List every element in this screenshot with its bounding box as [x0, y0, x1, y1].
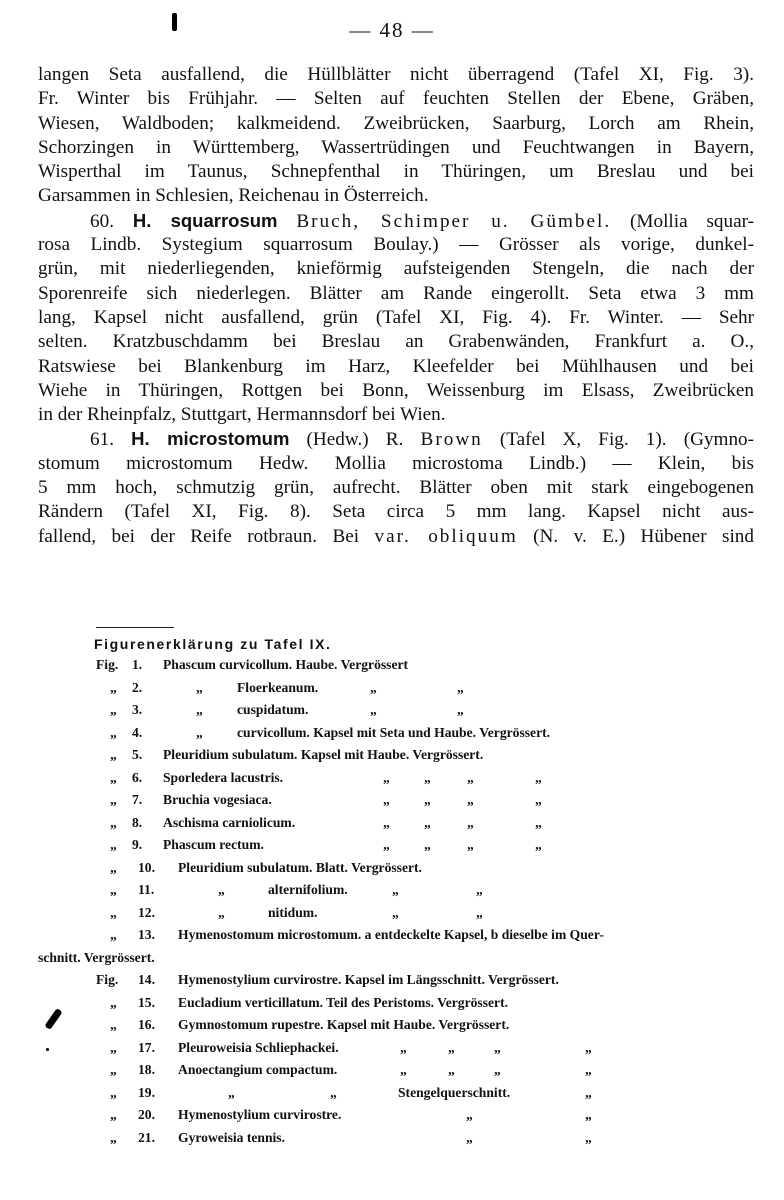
figure-number: 17. [138, 1039, 155, 1055]
figure-legend-row [0, 725, 784, 748]
figure-caption: nitidum. [268, 904, 318, 920]
figure-number: 7. [132, 792, 143, 807]
figure-number: 12. [138, 904, 155, 920]
page-number: — 48 — [349, 18, 435, 42]
figure-legend-row-continued [0, 950, 784, 973]
figure-legend-list [0, 657, 784, 1152]
entry-number: 60. [90, 210, 114, 232]
figure-caption: Phascum rectum. [163, 837, 264, 852]
figure-prefix: „ [110, 927, 117, 942]
ditto-mark: „ [535, 792, 542, 807]
ditto-mark: „ [535, 837, 542, 852]
figure-prefix: „ [110, 1129, 117, 1145]
figure-caption: Pleuridium subulatum. Kapsel mit Haube. Vergrössert. [163, 747, 484, 762]
figure-caption: Gymnostomum rupestre. Kapsel mit Haube. Vergrössert. [178, 1017, 510, 1032]
figure-legend-row [0, 747, 784, 770]
figure-legend-row [0, 815, 784, 838]
figure-prefix: „ [110, 747, 117, 762]
figure-legend-row [0, 1040, 784, 1063]
ditto-mark: „ [457, 702, 464, 717]
ditto-mark: „ [466, 1107, 473, 1122]
ditto-mark: „ [400, 1039, 407, 1055]
ditto-mark: „ [392, 904, 399, 920]
figure-prefix: „ [110, 792, 117, 807]
text-line: Fr. Winter bis Frühjahr. — Selten auf feuchten Stellen der Ebene, Gräben, [38, 88, 754, 110]
figure-legend-row [0, 792, 784, 815]
ditto-mark: „ [383, 792, 390, 807]
figure-number: 18. [138, 1062, 155, 1077]
figure-legend-row [0, 995, 784, 1018]
figure-caption: schnitt. Vergrössert. [38, 949, 155, 965]
figure-number: 8. [132, 814, 143, 830]
figure-legend-row [0, 680, 784, 703]
synonyms-start: (Mollia squar- [630, 210, 755, 232]
figure-caption: Bruchia vogesiaca. [163, 792, 272, 807]
text-line: langen Seta ausfallend, die Hüllblätter nicht überragend (Tafel XI, Fig. 3). [38, 64, 754, 85]
figure-prefix: Fig. [96, 972, 119, 987]
ditto-mark: „ [535, 814, 542, 830]
ditto-mark: „ [467, 769, 474, 785]
footnote-rule [96, 627, 174, 628]
figure-number: 16. [138, 1017, 155, 1032]
ditto-mark: „ [494, 1039, 501, 1055]
figure-caption: Floerkeanum. [237, 679, 319, 695]
ditto-mark: „ [392, 882, 399, 897]
ditto-mark: „ [535, 769, 542, 785]
species-name: H. squarrosum [132, 209, 278, 231]
figure-caption: Stengelquerschnitt. [398, 1084, 511, 1100]
ditto-mark: „ [494, 1062, 501, 1077]
species-name: H. microstomum [131, 428, 290, 450]
figure-caption: Hymenostomum microstomum. a entdeckelte Kapsel, b dieselbe im Quer- [178, 927, 604, 942]
ditto-mark: „ [400, 1062, 407, 1077]
text-line: selten. Kratzbuschdamm bei Breslau an Grabenwänden, Frankfurt a. O., [38, 331, 754, 353]
ditto-mark: „ [218, 882, 225, 897]
figure-prefix: „ [110, 679, 117, 695]
figure-number: 1. [132, 657, 143, 672]
ditto-mark: „ [370, 679, 377, 695]
figure-caption: alternifolium. [268, 882, 348, 897]
figure-legend-row [0, 1062, 784, 1085]
ditto-mark: „ [424, 837, 431, 852]
figure-number: 2. [132, 679, 143, 695]
figure-caption: Aschisma carniolicum. [163, 814, 296, 830]
figure-caption: Phascum curvicollum. Haube. Vergrössert [163, 657, 409, 672]
figure-legend-row [0, 927, 784, 950]
figure-number: 15. [138, 994, 155, 1010]
ditto-mark: „ [585, 1107, 592, 1122]
figure-prefix: „ [110, 769, 117, 785]
ditto-mark: „ [467, 792, 474, 807]
figure-caption: Hymenostylium curvirostre. [178, 1107, 342, 1122]
figure-caption: Eucladium verticillatum. Teil des Peristoms. Vergrössert. [178, 994, 508, 1010]
figure-number: 11. [138, 882, 155, 897]
ditto-mark: „ [467, 814, 474, 830]
figure-caption: cuspidatum. [237, 702, 309, 717]
text-line: Wiehe in Thüringen, Rottgen bei Bonn, Weissenburg im Elsass, Zweibrücken [38, 379, 754, 401]
figure-legend-row [0, 860, 784, 883]
figure-number: 6. [132, 769, 143, 785]
ditto-mark: „ [448, 1039, 455, 1055]
figure-number: 14. [138, 972, 155, 987]
figure-prefix: „ [110, 702, 117, 717]
figure-prefix: „ [110, 1039, 117, 1055]
figure-legend-row [0, 770, 784, 793]
figure-prefix: „ [110, 837, 117, 852]
ditto-mark: „ [424, 769, 431, 785]
figure-number: 4. [132, 724, 143, 740]
entry-60-heading [38, 209, 754, 233]
figure-prefix: „ [110, 904, 117, 920]
figure-legend-row [0, 1130, 784, 1153]
figure-legend-row [0, 657, 784, 680]
species-authors: Bruch, Schimper u. Gümbel. [296, 210, 612, 232]
figure-prefix: „ [110, 1062, 117, 1077]
ditto-mark: „ [196, 702, 203, 717]
text-line: in der Rheinpfalz, Stuttgart, Hermannsdorf bei Wien. [38, 404, 446, 426]
figure-number: 5. [132, 747, 143, 762]
ditto-mark: „ [476, 882, 483, 897]
ditto-mark: „ [228, 1084, 235, 1100]
figure-prefix: „ [110, 1107, 117, 1122]
figure-prefix: „ [110, 724, 117, 740]
ditto-mark: „ [457, 679, 464, 695]
entry-number: 61. [90, 429, 114, 451]
ditto-mark: „ [448, 1062, 455, 1077]
figure-caption: Pleuridium subulatum. Blatt. Vergrössert. [178, 859, 422, 875]
figure-legend-row [0, 702, 784, 725]
text-line: Schorzingen in Württemberg, Wassertrüdingen und Feuchtwangen in Bayern, [38, 136, 754, 158]
synonyms-start: (Tafel X, Fig. 1). (Gymno- [499, 429, 755, 451]
figure-caption: Sporledera lacustris. [163, 769, 284, 785]
text-fragment: fallend, bei der Reife rotbraun. Bei [38, 525, 360, 547]
ditto-mark: „ [466, 1129, 473, 1145]
ditto-mark: „ [196, 724, 203, 740]
figure-prefix: „ [110, 994, 117, 1010]
text-line: lang, Kapsel nicht ausfallend, grün (Tafel XI, Fig. 4). Fr. Winter. — Sehr [38, 306, 754, 328]
figure-number: 20. [138, 1107, 155, 1122]
ditto-mark: „ [383, 837, 390, 852]
ditto-mark: „ [585, 1129, 592, 1145]
ditto-mark: „ [467, 837, 474, 852]
ditto-mark: „ [585, 1084, 592, 1100]
figure-prefix: „ [110, 1017, 117, 1032]
text-line: Wisperthal im Taunus, Schnepfenthal in Thüringen, um Breslau und bei [38, 161, 754, 183]
figure-legend-title: Figurenerklärung zu Tafel IX. [94, 636, 332, 652]
figure-legend-row [0, 1107, 784, 1130]
figure-prefix: „ [110, 1084, 117, 1100]
figure-legend-row [0, 972, 784, 995]
figure-prefix: „ [110, 882, 117, 897]
ditto-mark: „ [424, 814, 431, 830]
entry-61-heading [38, 427, 754, 451]
species-authors: Brown [420, 429, 483, 451]
text-line-final [38, 525, 754, 549]
figure-number: 19. [138, 1084, 155, 1100]
figure-legend-row [0, 882, 784, 905]
figure-caption: Gyroweisia tennis. [178, 1129, 285, 1145]
figure-legend-row [0, 837, 784, 860]
text-line: Wiesen, Waldboden; kalkmeidend. Zweibrücken, Saarburg, Lorch am Rhein, [38, 112, 754, 134]
figure-number: 10. [138, 859, 155, 875]
text-line: rosa Lindb. Systegium squarrosum Boulay.) — Grösser als vorige, dunkel- [38, 234, 754, 256]
ditto-mark: „ [585, 1039, 592, 1055]
ditto-mark: „ [383, 769, 390, 785]
ditto-mark: „ [476, 904, 483, 920]
figure-caption: Hymenostylium curvirostre. Kapsel im Längsschnitt. Vergrössert. [178, 972, 559, 987]
species-authors: (Hedw.) R. [306, 429, 404, 451]
ditto-mark: „ [585, 1062, 592, 1077]
text-line: stomum microstomum Hedw. Mollia microstoma Lindb.) — Klein, bis [38, 452, 754, 474]
figure-caption: Anoectangium compactum. [178, 1062, 338, 1077]
figure-caption: Pleuroweisia Schliephackei. [178, 1039, 339, 1055]
text-line: Rändern (Tafel XI, Fig. 8). Seta circa 5 mm lang. Kapsel nicht aus- [38, 501, 754, 523]
text-fragment: (N. v. E.) Hübener sind [533, 525, 754, 547]
text-line: Sporenreife sich niederlegen. Blätter am Rande eingerollt. Seta etwa 3 mm [38, 282, 754, 304]
figure-number: 9. [132, 837, 143, 852]
figure-legend-row [0, 1017, 784, 1040]
figure-number: 21. [138, 1129, 155, 1145]
figure-prefix: „ [110, 814, 117, 830]
figure-prefix: „ [110, 859, 117, 875]
ditto-mark: „ [218, 904, 225, 920]
figure-prefix: Fig. [96, 657, 119, 672]
ditto-mark: „ [330, 1084, 337, 1100]
ditto-mark: „ [196, 679, 203, 695]
text-line: 5 mm hoch, schmutzig grün, aufrecht. Blätter oben mit stark eingebogenen [38, 477, 754, 499]
figure-legend-row [0, 905, 784, 928]
text-line: grün, mit niederliegenden, knieförmig aufsteigenden Stengeln, die nach der [38, 258, 754, 280]
ditto-mark: „ [383, 814, 390, 830]
variety-name: var. obliquum [374, 525, 518, 547]
body-text [38, 63, 754, 549]
figure-caption: curvicollum. Kapsel mit Seta und Haube. Vergrössert. [237, 724, 551, 740]
ditto-mark: „ [424, 792, 431, 807]
figure-number: 3. [132, 702, 143, 717]
ditto-mark: „ [370, 702, 377, 717]
text-line: Ratswiese bei Blankenburg im Harz, Kleefelder bei Mühlhausen und bei [38, 355, 754, 377]
figure-legend-row [0, 1085, 784, 1108]
text-line: Garsammen in Schlesien, Reichenau in Österreich. [38, 185, 429, 207]
figure-number: 13. [138, 927, 155, 942]
